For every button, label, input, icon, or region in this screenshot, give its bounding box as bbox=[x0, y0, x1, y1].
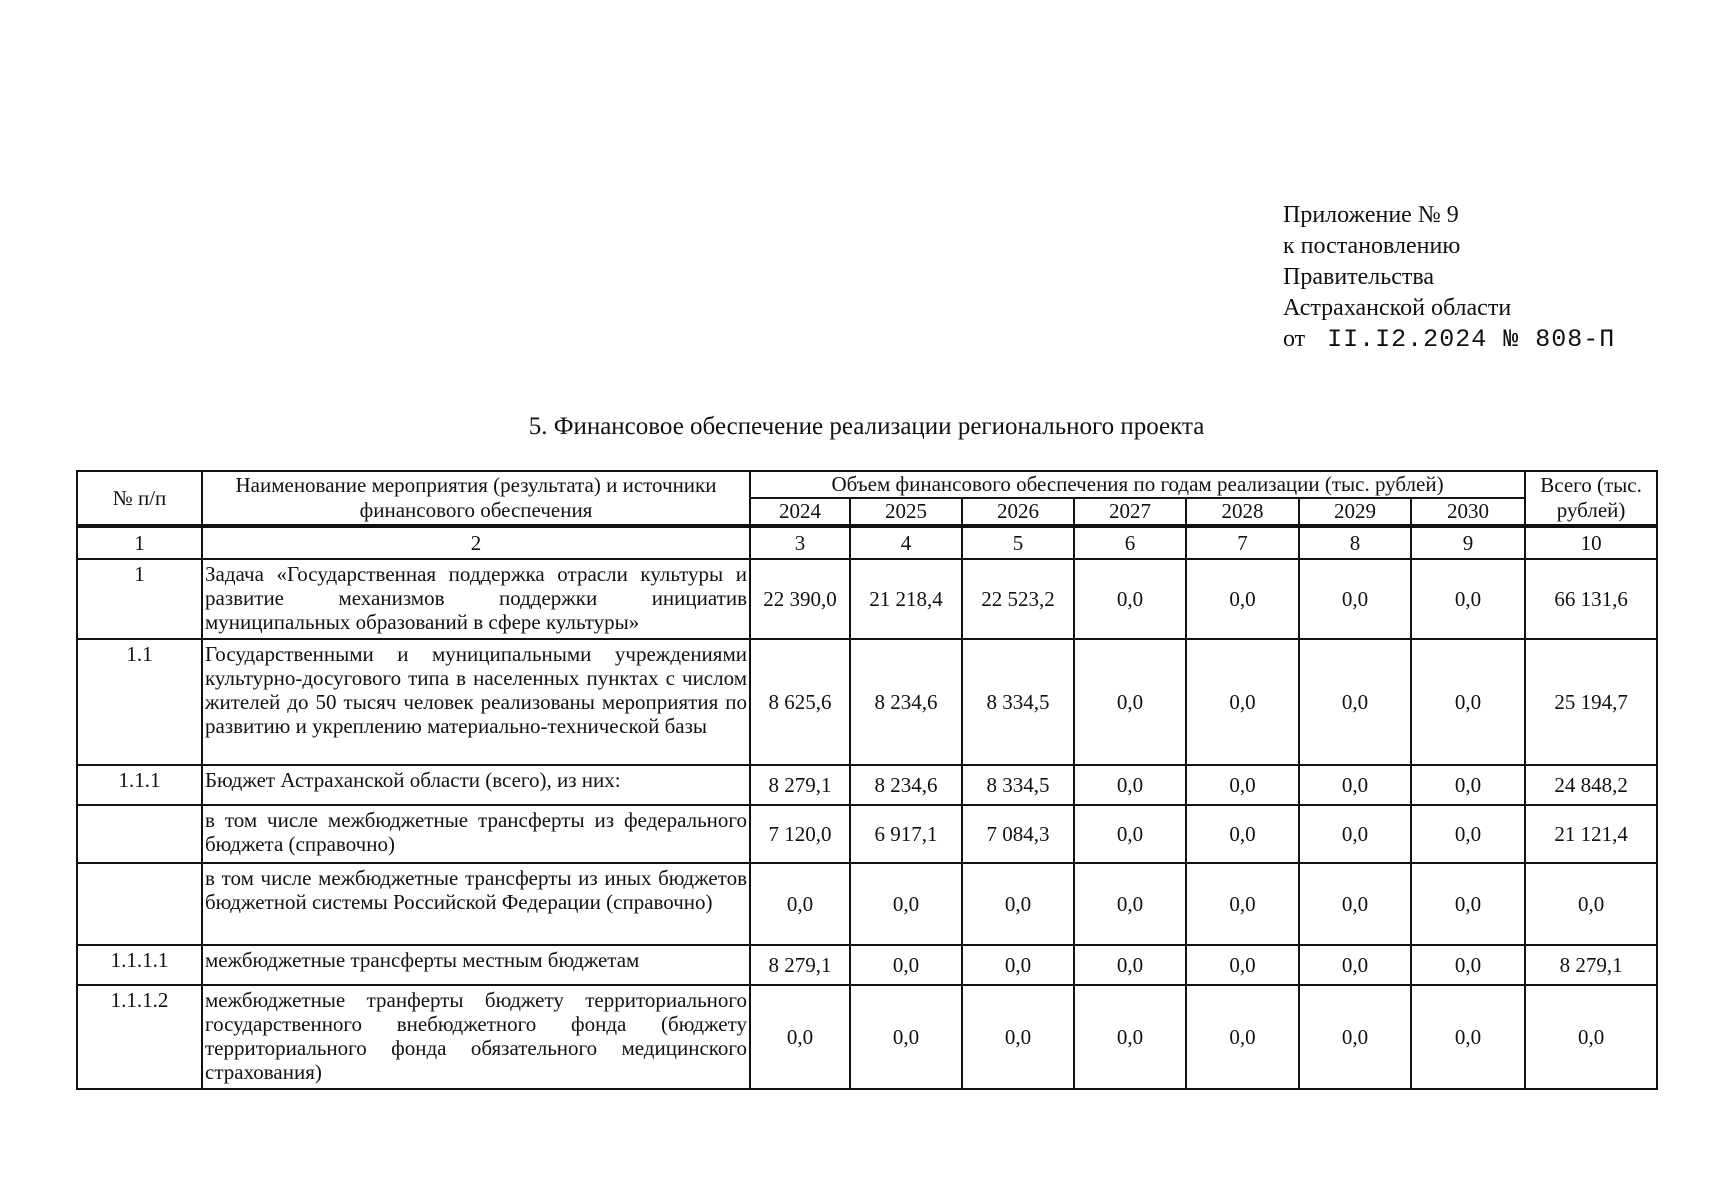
row-year-value: 0,0 bbox=[750, 985, 850, 1089]
header-num: № п/п bbox=[77, 471, 202, 526]
row-year-value: 8 279,1 bbox=[750, 765, 850, 805]
row-year-value: 0,0 bbox=[1186, 639, 1299, 765]
header-year: 2027 bbox=[1074, 498, 1186, 526]
row-total-value: 24 848,2 bbox=[1525, 765, 1657, 805]
row-number bbox=[77, 805, 202, 863]
header-years-group: Объем финансового обеспечения по годам реализации (тыс. рублей) bbox=[750, 471, 1525, 498]
row-year-value: 7 084,3 bbox=[962, 805, 1074, 863]
row-year-value: 8 234,6 bbox=[850, 765, 962, 805]
row-year-value: 0,0 bbox=[1074, 639, 1186, 765]
row-year-value: 0,0 bbox=[1186, 805, 1299, 863]
column-number: 8 bbox=[1299, 526, 1411, 559]
row-year-value: 0,0 bbox=[1299, 945, 1411, 985]
row-year-value: 8 334,5 bbox=[962, 639, 1074, 765]
row-name: Государственными и муниципальными учреждениями культурно-досугового типа в населенных пунктах с числом жителей до 50 тысяч человек реализованы мероприятия по развитию и укреплению материально-технической базы bbox=[202, 639, 750, 765]
row-year-value: 0,0 bbox=[1074, 559, 1186, 639]
column-number: 10 bbox=[1525, 526, 1657, 559]
header-year: 2029 bbox=[1299, 498, 1411, 526]
row-year-value: 8 334,5 bbox=[962, 765, 1074, 805]
row-year-value: 0,0 bbox=[850, 863, 962, 945]
header-year: 2030 bbox=[1411, 498, 1525, 526]
row-name: межбюджетные трансферты местным бюджетам bbox=[202, 945, 750, 985]
row-total-value: 21 121,4 bbox=[1525, 805, 1657, 863]
header-year: 2028 bbox=[1186, 498, 1299, 526]
row-year-value: 22 523,2 bbox=[962, 559, 1074, 639]
column-number: 6 bbox=[1074, 526, 1186, 559]
row-number: 1.1.1.1 bbox=[77, 945, 202, 985]
table-row bbox=[77, 945, 1657, 985]
row-year-value: 8 234,6 bbox=[850, 639, 962, 765]
appendix-line-1: Приложение № 9 bbox=[1283, 202, 1459, 228]
row-year-value: 0,0 bbox=[1186, 985, 1299, 1089]
row-year-value: 8 625,6 bbox=[750, 639, 850, 765]
column-number: 9 bbox=[1411, 526, 1525, 559]
row-number bbox=[77, 863, 202, 945]
row-year-value: 0,0 bbox=[1411, 863, 1525, 945]
row-year-value: 22 390,0 bbox=[750, 559, 850, 639]
row-year-value: 0,0 bbox=[1186, 863, 1299, 945]
row-year-value: 0,0 bbox=[962, 985, 1074, 1089]
row-year-value: 0,0 bbox=[1299, 559, 1411, 639]
row-name: в том числе межбюджетные трансферты из иных бюджетов бюджетной системы Российской Федерации (справочно) bbox=[202, 863, 750, 945]
column-numbers-row bbox=[77, 526, 1657, 559]
appendix-line-4: Астраханской области bbox=[1283, 295, 1512, 321]
row-year-value: 0,0 bbox=[850, 945, 962, 985]
column-number: 4 bbox=[850, 526, 962, 559]
appendix-date-line bbox=[1283, 324, 1615, 355]
document-title: 5. Финансовое обеспечение реализации регионального проекта bbox=[528, 413, 1205, 440]
column-number: 2 bbox=[202, 526, 750, 559]
appendix-line-2: к постановлению bbox=[1283, 233, 1461, 259]
header-name: Наименование мероприятия (результата) и источники финансового обеспечения bbox=[202, 471, 750, 526]
column-number: 3 bbox=[750, 526, 850, 559]
row-year-value: 0,0 bbox=[1411, 765, 1525, 805]
column-number: 5 bbox=[962, 526, 1074, 559]
header-total: Всего (тыс. рублей) bbox=[1525, 471, 1657, 526]
row-year-value: 0,0 bbox=[1299, 639, 1411, 765]
row-year-value: 0,0 bbox=[1186, 945, 1299, 985]
row-year-value: 21 218,4 bbox=[850, 559, 962, 639]
table-row bbox=[77, 559, 1657, 639]
header-year: 2024 bbox=[750, 498, 850, 526]
row-year-value: 0,0 bbox=[1299, 985, 1411, 1089]
row-year-value: 0,0 bbox=[750, 863, 850, 945]
row-number: 1.1.1 bbox=[77, 765, 202, 805]
row-total-value: 0,0 bbox=[1525, 863, 1657, 945]
row-year-value: 0,0 bbox=[1411, 639, 1525, 765]
row-year-value: 0,0 bbox=[1411, 559, 1525, 639]
row-year-value: 0,0 bbox=[962, 863, 1074, 945]
row-number: 1 bbox=[77, 559, 202, 639]
table-row bbox=[77, 985, 1657, 1089]
row-year-value: 0,0 bbox=[1186, 559, 1299, 639]
column-number: 1 bbox=[77, 526, 202, 559]
row-name: в том числе межбюджетные трансферты из федерального бюджета (справочно) bbox=[202, 805, 750, 863]
row-year-value: 0,0 bbox=[1074, 765, 1186, 805]
row-year-value: 0,0 bbox=[1074, 945, 1186, 985]
row-year-value: 0,0 bbox=[1299, 863, 1411, 945]
row-year-value: 0,0 bbox=[1074, 863, 1186, 945]
row-total-value: 8 279,1 bbox=[1525, 945, 1657, 985]
row-year-value: 0,0 bbox=[1299, 765, 1411, 805]
row-name: Задача «Государственная поддержка отрасли культуры и развитие механизмов поддержки инициатив муниципальных образований в сфере культуры» bbox=[202, 559, 750, 639]
row-year-value: 0,0 bbox=[1074, 805, 1186, 863]
row-year-value: 0,0 bbox=[1411, 985, 1525, 1089]
appendix-date-number: II.I2.2024 № 808-П bbox=[1327, 325, 1616, 354]
header-year: 2025 bbox=[850, 498, 962, 526]
row-number: 1.1.1.2 bbox=[77, 985, 202, 1089]
row-year-value: 7 120,0 bbox=[750, 805, 850, 863]
row-year-value: 6 917,1 bbox=[850, 805, 962, 863]
appendix-from-label: от bbox=[1283, 326, 1306, 352]
row-name: Бюджет Астраханской области (всего), из них: bbox=[202, 765, 750, 805]
row-name: межбюджетные транферты бюджету территориального государственного внебюджетного фонда (бюджету территориального фонда обязательного медицинского страхования) bbox=[202, 985, 750, 1089]
table-row bbox=[77, 765, 1657, 805]
row-number: 1.1 bbox=[77, 639, 202, 765]
column-number: 7 bbox=[1186, 526, 1299, 559]
table-row bbox=[77, 863, 1657, 945]
table-row bbox=[77, 805, 1657, 863]
header-row-1 bbox=[77, 471, 1657, 498]
row-total-value: 25 194,7 bbox=[1525, 639, 1657, 765]
row-year-value: 8 279,1 bbox=[750, 945, 850, 985]
row-year-value: 0,0 bbox=[1186, 765, 1299, 805]
row-year-value: 0,0 bbox=[1074, 985, 1186, 1089]
row-total-value: 66 131,6 bbox=[1525, 559, 1657, 639]
financing-table bbox=[76, 470, 1658, 1090]
row-year-value: 0,0 bbox=[1411, 805, 1525, 863]
header-year: 2026 bbox=[962, 498, 1074, 526]
row-year-value: 0,0 bbox=[850, 985, 962, 1089]
row-total-value: 0,0 bbox=[1525, 985, 1657, 1089]
table-row bbox=[77, 639, 1657, 765]
appendix-line-3: Правительства bbox=[1283, 264, 1435, 290]
row-year-value: 0,0 bbox=[1299, 805, 1411, 863]
appendix-block bbox=[1283, 200, 1615, 355]
row-year-value: 0,0 bbox=[1411, 945, 1525, 985]
row-year-value: 0,0 bbox=[962, 945, 1074, 985]
